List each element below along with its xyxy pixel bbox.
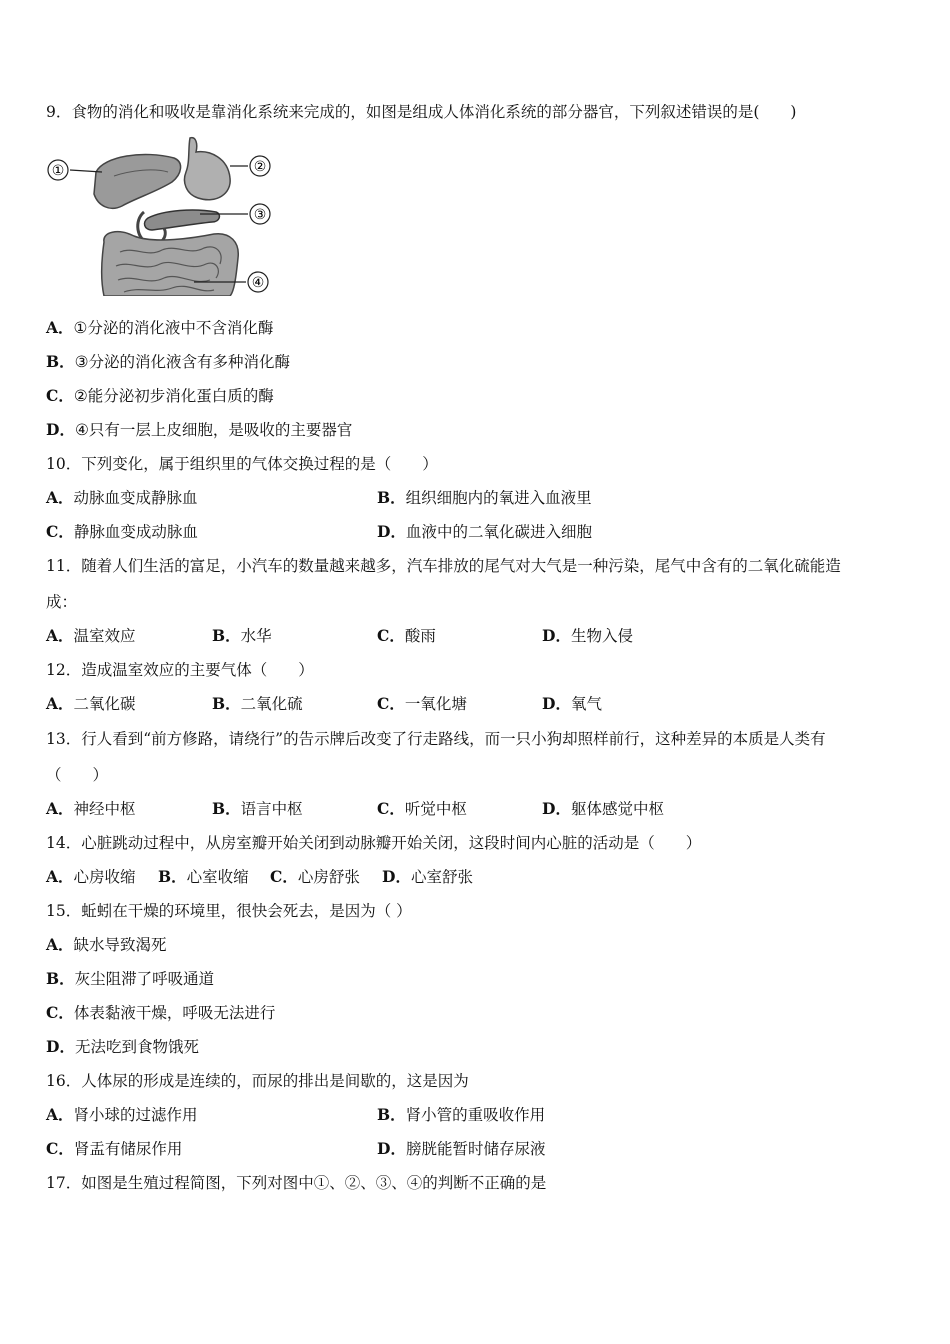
q13-option-d[interactable]: D．躯体感觉中枢 bbox=[542, 799, 664, 818]
q11-option-d[interactable]: D．生物入侵 bbox=[542, 626, 633, 645]
question-13-stem-line-2: （ ） bbox=[46, 766, 109, 784]
figure-label-1 bbox=[48, 160, 68, 180]
question-14-stem: 14．心脏跳动过程中，从房室瓣开始关闭到动脉瓣开始关闭，这段时间内心脏的活动是（ ） bbox=[46, 834, 702, 852]
q15-option-c[interactable]: C．体表黏液干燥，呼吸无法进行 bbox=[46, 1003, 276, 1022]
question-16-stem: 16．人体尿的形成是连续的，而尿的排出是间歇的，这是因为 bbox=[46, 1072, 469, 1090]
q15-option-d[interactable]: D．无法吃到食物饿死 bbox=[46, 1037, 199, 1056]
figure-label-3 bbox=[250, 204, 270, 224]
q11-option-a[interactable]: A．温室效应 bbox=[46, 626, 136, 645]
svg-text:②: ② bbox=[253, 159, 267, 175]
q16-option-b[interactable]: B．肾小管的重吸收作用 bbox=[377, 1105, 546, 1124]
question-11-stem-line-2: 成： bbox=[46, 593, 78, 611]
q14-option-b[interactable]: B．心室收缩 bbox=[158, 867, 249, 886]
q9-option-d[interactable]: D．④只有一层上皮细胞，是吸收的主要器官 bbox=[46, 420, 353, 439]
question-15-stem: 15．蚯蚓在干燥的环境里，很快会死去，是因为（ ） bbox=[46, 902, 412, 920]
liver-shape bbox=[94, 154, 181, 208]
q12-option-b[interactable]: B．二氧化硫 bbox=[212, 694, 303, 713]
q11-option-b[interactable]: B．水华 bbox=[212, 626, 272, 645]
q12-option-c[interactable]: C．一氧化塘 bbox=[377, 694, 467, 713]
q14-option-a[interactable]: A．心房收缩 bbox=[46, 867, 136, 886]
q15-option-b[interactable]: B．灰尘阻滞了呼吸通道 bbox=[46, 969, 215, 988]
q10-option-b[interactable]: B．组织细胞内的氧进入血液里 bbox=[377, 488, 592, 507]
q16-option-c[interactable]: C．肾盂有储尿作用 bbox=[46, 1139, 183, 1158]
question-11-stem-line-1: 11．随着人们生活的富足，小汽车的数量越来越多，汽车排放的尾气对大气是一种污染，尾气中含有的二氧化硫能造 bbox=[46, 557, 841, 575]
svg-text:④: ④ bbox=[251, 275, 265, 291]
q15-option-a[interactable]: A．缺水导致渴死 bbox=[46, 935, 167, 954]
q10-option-d[interactable]: D．血液中的二氧化碳进入细胞 bbox=[377, 522, 592, 541]
pancreas-shape bbox=[145, 210, 220, 230]
q12-option-d[interactable]: D．氧气 bbox=[542, 694, 602, 713]
svg-text:③: ③ bbox=[253, 207, 267, 223]
question-17-stem: 17．如图是生殖过程简图，下列对图中①、②、③、④的判断不正确的是 bbox=[46, 1174, 547, 1192]
q13-option-a[interactable]: A．神经中枢 bbox=[46, 799, 136, 818]
question-10-stem: 10．下列变化，属于组织里的气体交换过程的是（ ） bbox=[46, 455, 438, 473]
question-12-stem: 12．造成温室效应的主要气体（ ） bbox=[46, 661, 314, 679]
question-13-stem-line-1: 13．行人看到“前方修路，请绕行”的告示牌后改变了行走路线，而一只小狗却照样前行，这种差异的本质是人类有 bbox=[46, 730, 826, 748]
stomach-shape bbox=[185, 138, 231, 200]
figure-label-4 bbox=[248, 272, 268, 292]
question-9-stem: 9．食物的消化和吸收是靠消化系统来完成的，如图是组成人体消化系统的部分器官，下列叙述错误的是( ) bbox=[46, 103, 797, 121]
svg-text:①: ① bbox=[51, 163, 65, 179]
q16-option-d[interactable]: D．膀胱能暂时储存尿液 bbox=[377, 1139, 546, 1158]
large-intestine-shape bbox=[102, 232, 239, 296]
figure-label-2 bbox=[250, 156, 270, 176]
q13-option-b[interactable]: B．语言中枢 bbox=[212, 799, 303, 818]
q10-option-c[interactable]: C．静脉血变成动脉血 bbox=[46, 522, 198, 541]
q14-option-c[interactable]: C．心房舒张 bbox=[270, 867, 360, 886]
q9-option-b[interactable]: B．③分泌的消化液含有多种消化酶 bbox=[46, 352, 291, 371]
q11-option-c[interactable]: C．酸雨 bbox=[377, 626, 436, 645]
q16-option-a[interactable]: A．肾小球的过滤作用 bbox=[46, 1105, 198, 1124]
q9-option-a[interactable]: A．①分泌的消化液中不含消化酶 bbox=[46, 318, 274, 337]
q12-option-a[interactable]: A．二氧化碳 bbox=[46, 694, 136, 713]
q9-option-c[interactable]: C．②能分泌初步消化蛋白质的酶 bbox=[46, 386, 274, 405]
q14-option-d[interactable]: D．心室舒张 bbox=[382, 867, 473, 886]
q10-option-a[interactable]: A．动脉血变成静脉血 bbox=[46, 488, 198, 507]
digestive-system-figure bbox=[44, 132, 276, 296]
q13-option-c[interactable]: C．听觉中枢 bbox=[377, 799, 467, 818]
